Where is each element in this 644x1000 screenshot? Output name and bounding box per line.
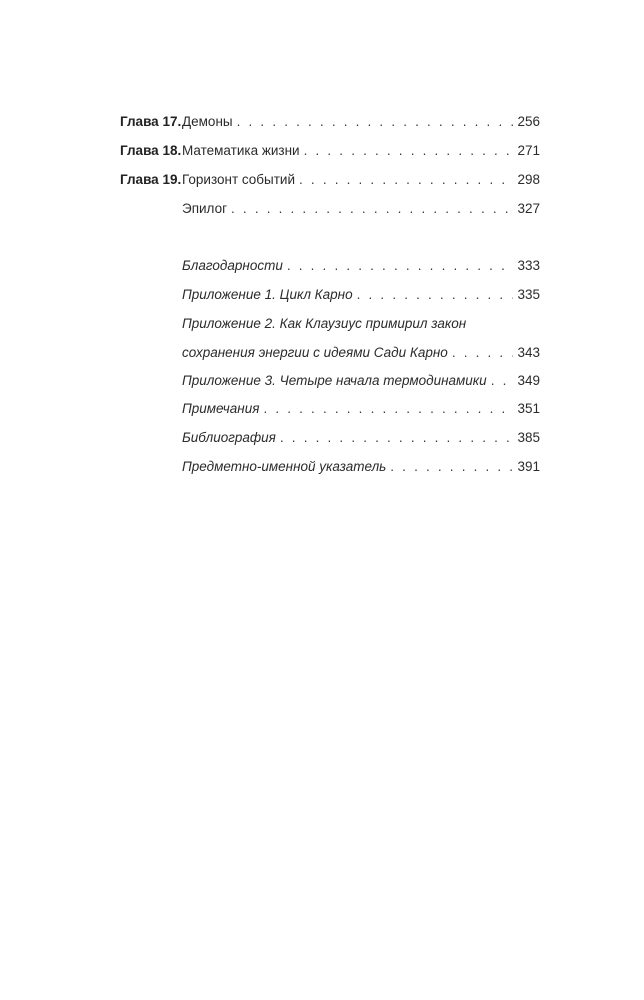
chapter-label: Глава 17. (120, 114, 182, 129)
toc-row-chapter-19 (0, 168, 644, 192)
entry-title: Благодарности (182, 258, 283, 273)
toc-row-appendix-2-line-2 (0, 341, 644, 365)
page-number: 256 (517, 114, 540, 129)
toc-row-appendix-3 (0, 369, 644, 393)
dot-leader (237, 110, 514, 134)
dot-leader (390, 455, 513, 479)
entry-title: Примечания (182, 401, 260, 416)
chapter-label: Глава 19. (120, 172, 182, 187)
page-number: 271 (517, 143, 540, 158)
dot-leader (287, 254, 514, 278)
entry-title-line-2: сохранения энергии с идеями Сади Карно (182, 345, 448, 360)
toc-row-acknowledgements (0, 254, 644, 278)
page-number: 349 (517, 373, 540, 388)
entry-title: Библиография (182, 430, 276, 445)
toc-row-index (0, 455, 644, 479)
toc-row-chapter-17 (0, 110, 644, 134)
toc-entry (182, 283, 540, 307)
toc-row-bibliography (0, 426, 644, 450)
toc-row-epilogue (0, 197, 644, 221)
page-number: 343 (517, 345, 540, 360)
epilogue-title: Эпилог (182, 201, 228, 216)
toc-entry (182, 341, 540, 365)
dot-leader (357, 283, 514, 307)
dot-leader (231, 197, 513, 221)
page-number: 351 (517, 401, 540, 416)
page-number: 391 (517, 459, 540, 474)
page-number: 333 (517, 258, 540, 273)
dot-leader (452, 341, 514, 365)
entry-title: Предметно-именной указатель (182, 459, 387, 474)
toc-entry (182, 426, 540, 450)
entry-title-line-1: Приложение 2. Как Клаузиус примирил закон (182, 316, 467, 331)
page-number: 298 (517, 172, 540, 187)
dot-leader (263, 397, 513, 421)
chapter-title: Горизонт событий (182, 172, 296, 187)
toc-entry (182, 369, 540, 393)
chapter-title: Демоны (182, 114, 233, 129)
toc-entry (182, 197, 540, 221)
toc-entry (182, 397, 540, 421)
dot-leader (280, 426, 514, 450)
toc-row-chapter-18 (0, 139, 644, 163)
chapter-label: Глава 18. (120, 143, 182, 158)
toc-entry (182, 455, 540, 479)
dot-leader (299, 168, 513, 192)
toc-entry (182, 254, 540, 278)
toc-entry (182, 139, 540, 163)
dot-leader (491, 369, 514, 393)
entry-title: Приложение 3. Четыре начала термодинамики (182, 373, 487, 388)
toc-row-appendix-2-line-1 (0, 312, 644, 336)
toc-row-appendix-1 (0, 283, 644, 307)
toc-entry (182, 110, 540, 134)
page-number: 385 (517, 430, 540, 445)
toc-row-notes (0, 397, 644, 421)
chapter-title: Математика жизни (182, 143, 300, 158)
page-number: 335 (517, 287, 540, 302)
entry-title: Приложение 1. Цикл Карно (182, 287, 353, 302)
page-number: 327 (517, 201, 540, 216)
toc-entry (182, 168, 540, 192)
dot-leader (304, 139, 514, 163)
